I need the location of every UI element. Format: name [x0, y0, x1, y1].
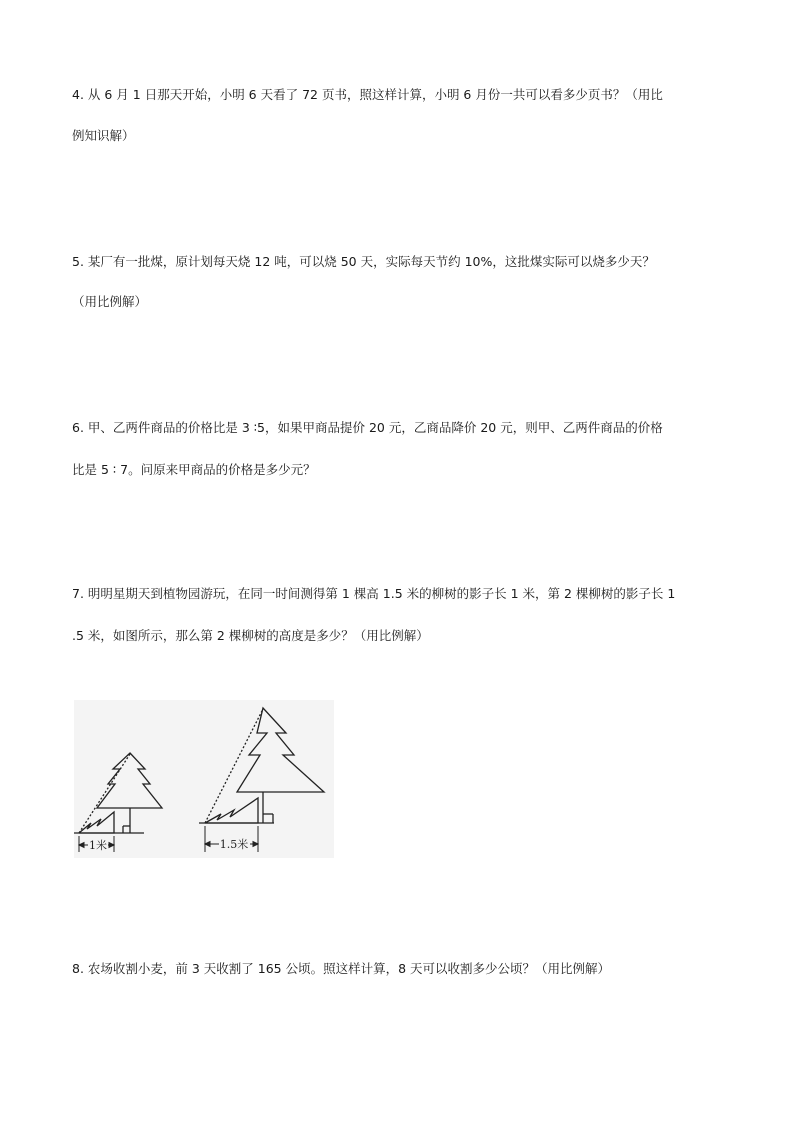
- tree-shadow-diagram: [74, 700, 334, 858]
- left-measure-arrow-end: [109, 843, 114, 848]
- question-7-line-2: .5 米，如图所示，那么第 2 棵柳树的高度是多少？（用比例解）: [72, 628, 429, 643]
- right-tree-crown: [237, 708, 324, 792]
- question-8-line-1: 8. 农场收割小麦，前 3 天收割了 165 公顷。照这样计算，8 天可以收割多少公顷？（用比例解）: [72, 961, 611, 976]
- left-measure-arrow-start: [79, 843, 84, 848]
- question-7-line-1: 7. 明明星期天到植物园游玩，在同一时间测得第 1 棵高 1.5 米的柳树的影子长 1 米，第 2 棵柳树的影子长 1: [72, 586, 676, 601]
- left-tree-crown: [97, 753, 162, 808]
- question-4-line-2: 例知识解）: [72, 128, 135, 143]
- question-6-line-2: 比是 5 ∶ 7。问原来甲商品的价格是多少元？: [72, 462, 316, 477]
- left-tree-shadow: [79, 812, 114, 833]
- figure-label-right: 1.5米: [219, 838, 249, 851]
- question-6-line-1: 6. 甲、乙两件商品的价格比是 3 ∶5，如果甲商品提价 20 元，乙商品降价 20 元，则甲、乙两件商品的价格: [72, 420, 663, 435]
- question-5-line-2: （用比例解）: [72, 294, 148, 309]
- right-sun-ray: [205, 709, 263, 823]
- right-measure-arrow-end: [253, 842, 258, 847]
- left-sun-ray: [79, 754, 130, 833]
- question-4-line-1: 4. 从 6 月 1 日那天开始，小明 6 天看了 72 页书，照这样计算，小明 6 月份一共可以看多少页书？（用比: [72, 87, 663, 102]
- tree-shadow-figure: [74, 700, 334, 858]
- right-measure-arrow-start: [205, 842, 210, 847]
- question-5-line-1: 5. 某厂有一批煤，原计划每天烧 12 吨，可以烧 50 天，实际每天节约 10%，这批煤实际可以烧多少天？: [72, 254, 655, 269]
- figure-label-left: 1米: [89, 839, 107, 852]
- right-tree-shadow: [205, 798, 258, 823]
